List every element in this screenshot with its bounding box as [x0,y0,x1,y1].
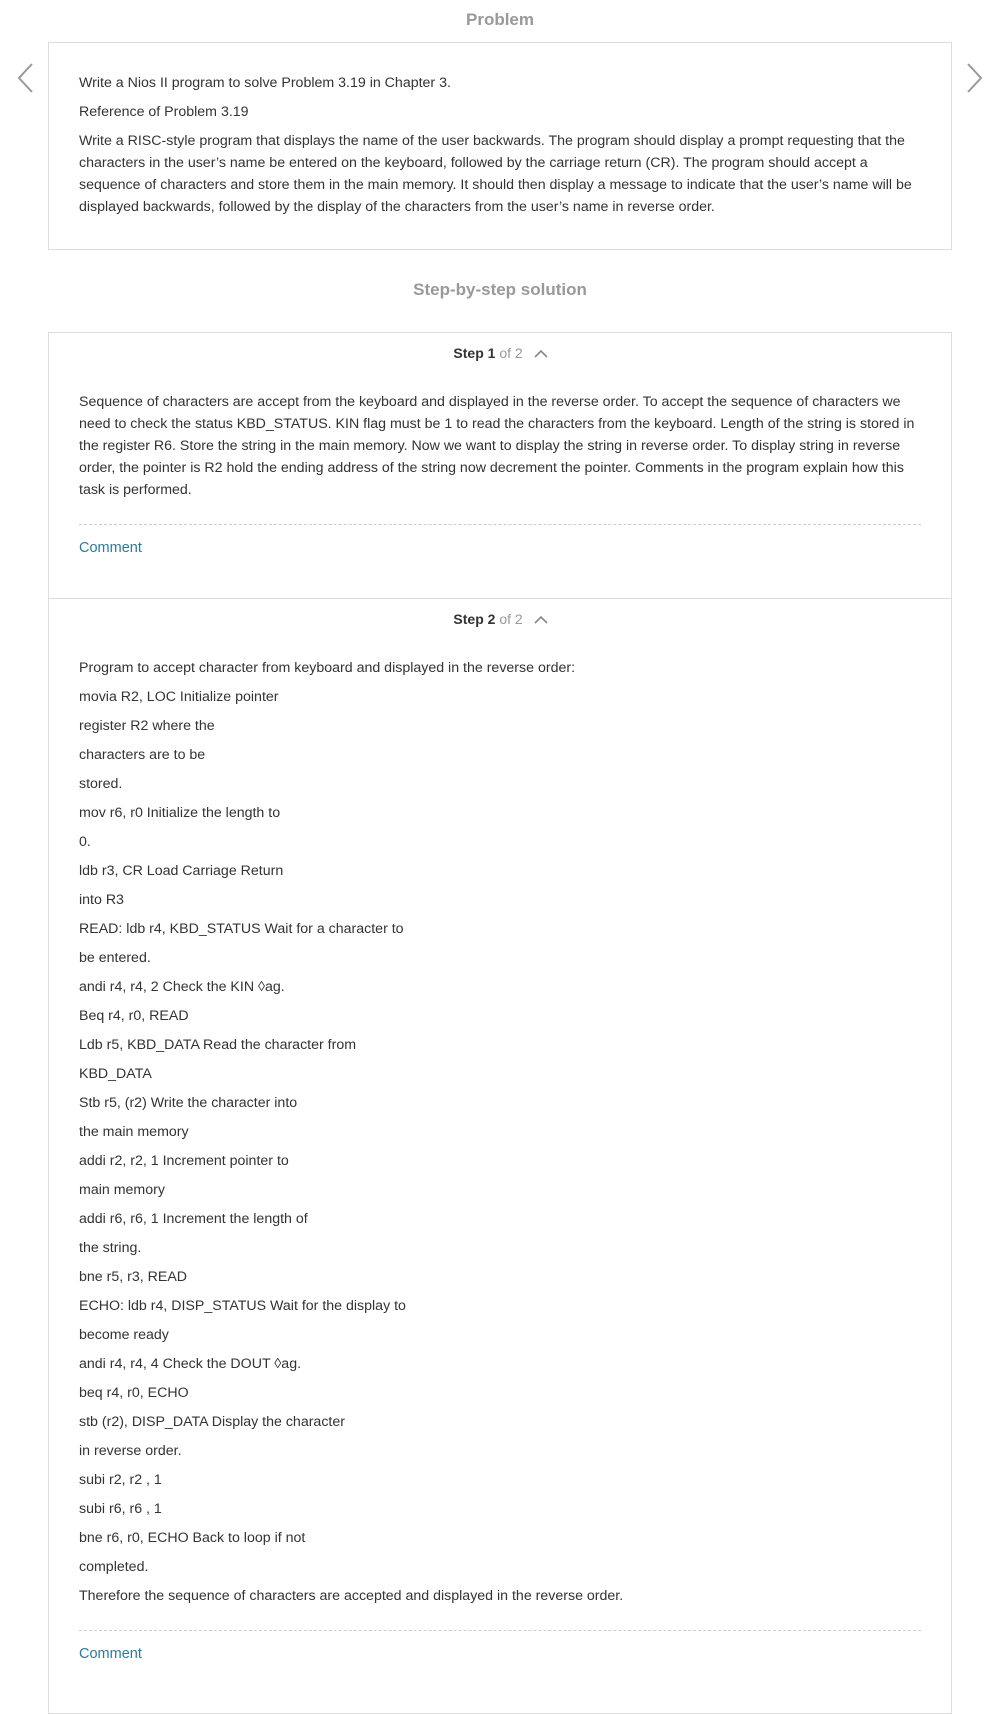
program-line: Stb r5, (r2) Write the character into [79,1095,298,1111]
solution-heading: Step-by-step solution [413,280,587,299]
solution-card [48,332,952,1714]
step-1-divider [79,524,921,525]
program-line: Ldb r5, KBD_DATA Read the character from [79,1037,357,1053]
program-line: characters are to be [79,747,206,763]
program-line: beq r4, r0, ECHO [79,1385,189,1401]
program-line: completed. [79,1559,149,1575]
chevron-right-icon [962,60,986,96]
step-2-header[interactable] [49,611,953,627]
program-line: stored. [79,776,123,792]
step-2-divider [79,1630,921,1631]
step-2-program [79,659,921,1616]
program-line: into R3 [79,892,124,908]
problem-description: Write a RISC-style program that displays the name of the user backwards. The program should display a prompt requesting that the characters in the user’s name be entered on the keyboard, followed by the carriage return (CR). The program should accept a sequence of characters and store them in the main memory. It should then display a message to indicate that the user’s name will be displayed backwards, followed by the display of the characters from the user’s name in reverse order. [79,133,912,215]
program-line: KBD_DATA [79,1066,152,1082]
program-line: the main memory [79,1124,189,1140]
chevron-up-icon[interactable] [533,615,549,625]
program-line: bne r6, r0, ECHO Back to loop if not [79,1530,306,1546]
program-line: addi r2, r2, 1 Increment pointer to [79,1153,289,1169]
step-2-count: of 2 [499,611,523,627]
program-line: subi r6, r6 , 1 [79,1501,162,1517]
program-line: be entered. [79,950,151,966]
step-1-count: of 2 [499,345,523,361]
program-line: become ready [79,1327,169,1343]
chevron-up-icon[interactable] [533,349,549,359]
step-1-label: Step 1 [453,345,496,361]
step-separator [49,598,951,599]
program-line: andi r4, r4, 4 Check the DOUT ◊ag. [79,1356,302,1372]
program-line: subi r2, r2 , 1 [79,1472,162,1488]
step-2-comment-link[interactable]: Comment [79,1646,142,1662]
step-1-header[interactable] [49,345,953,361]
chevron-left-icon [14,60,38,96]
step-1-comment-link[interactable]: Comment [79,540,142,556]
program-line: bne r5, r3, READ [79,1269,188,1285]
step-1-text: Sequence of characters are accept from the keyboard and displayed in the reverse order. To accept the sequence of characters we need to check the status KBD_STATUS. KIN flag must be 1 to read the characters from the keyboard. Length of the string is stored in the register R6. Store the string in the main memory. Now we want to display the string in reverse order. To display string in reverse order, the pointer is R2 hold the ending address of the string now decrement the pointer. Comments in the program explain how this task is performed. [79,394,915,498]
program-line: 0. [79,834,91,850]
problem-reference: Reference of Problem 3.19 [79,104,249,120]
program-line: ECHO: ldb r4, DISP_STATUS Wait for the display to [79,1298,406,1314]
program-line: the string. [79,1240,142,1256]
program-line: READ: ldb r4, KBD_STATUS Wait for a character to [79,921,404,937]
program-line: Therefore the sequence of characters are accepted and displayed in the reverse order. [79,1588,624,1604]
program-line: addi r6, r6, 1 Increment the length of [79,1211,308,1227]
prev-button[interactable] [14,60,38,96]
program-line: in reverse order. [79,1443,182,1459]
step-2-label: Step 2 [453,611,496,627]
program-line: Program to accept character from keyboard and displayed in the reverse order: [79,660,576,676]
problem-statement: Write a Nios II program to solve Problem 3.19 in Chapter 3. [79,75,451,91]
program-line: main memory [79,1182,165,1198]
program-line: ldb r3, CR Load Carriage Return [79,863,284,879]
program-line: andi r4, r4, 2 Check the KIN ◊ag. [79,979,285,995]
problem-heading: Problem [465,10,535,29]
program-line: register R2 where the [79,718,215,734]
problem-card [48,42,952,250]
program-line: mov r6, r0 Initialize the length to [79,805,281,821]
program-line: stb (r2), DISP_DATA Display the character [79,1414,345,1430]
program-line: Beq r4, r0, READ [79,1008,189,1024]
next-button[interactable] [962,60,986,96]
program-line: movia R2, LOC Initialize pointer [79,689,279,705]
